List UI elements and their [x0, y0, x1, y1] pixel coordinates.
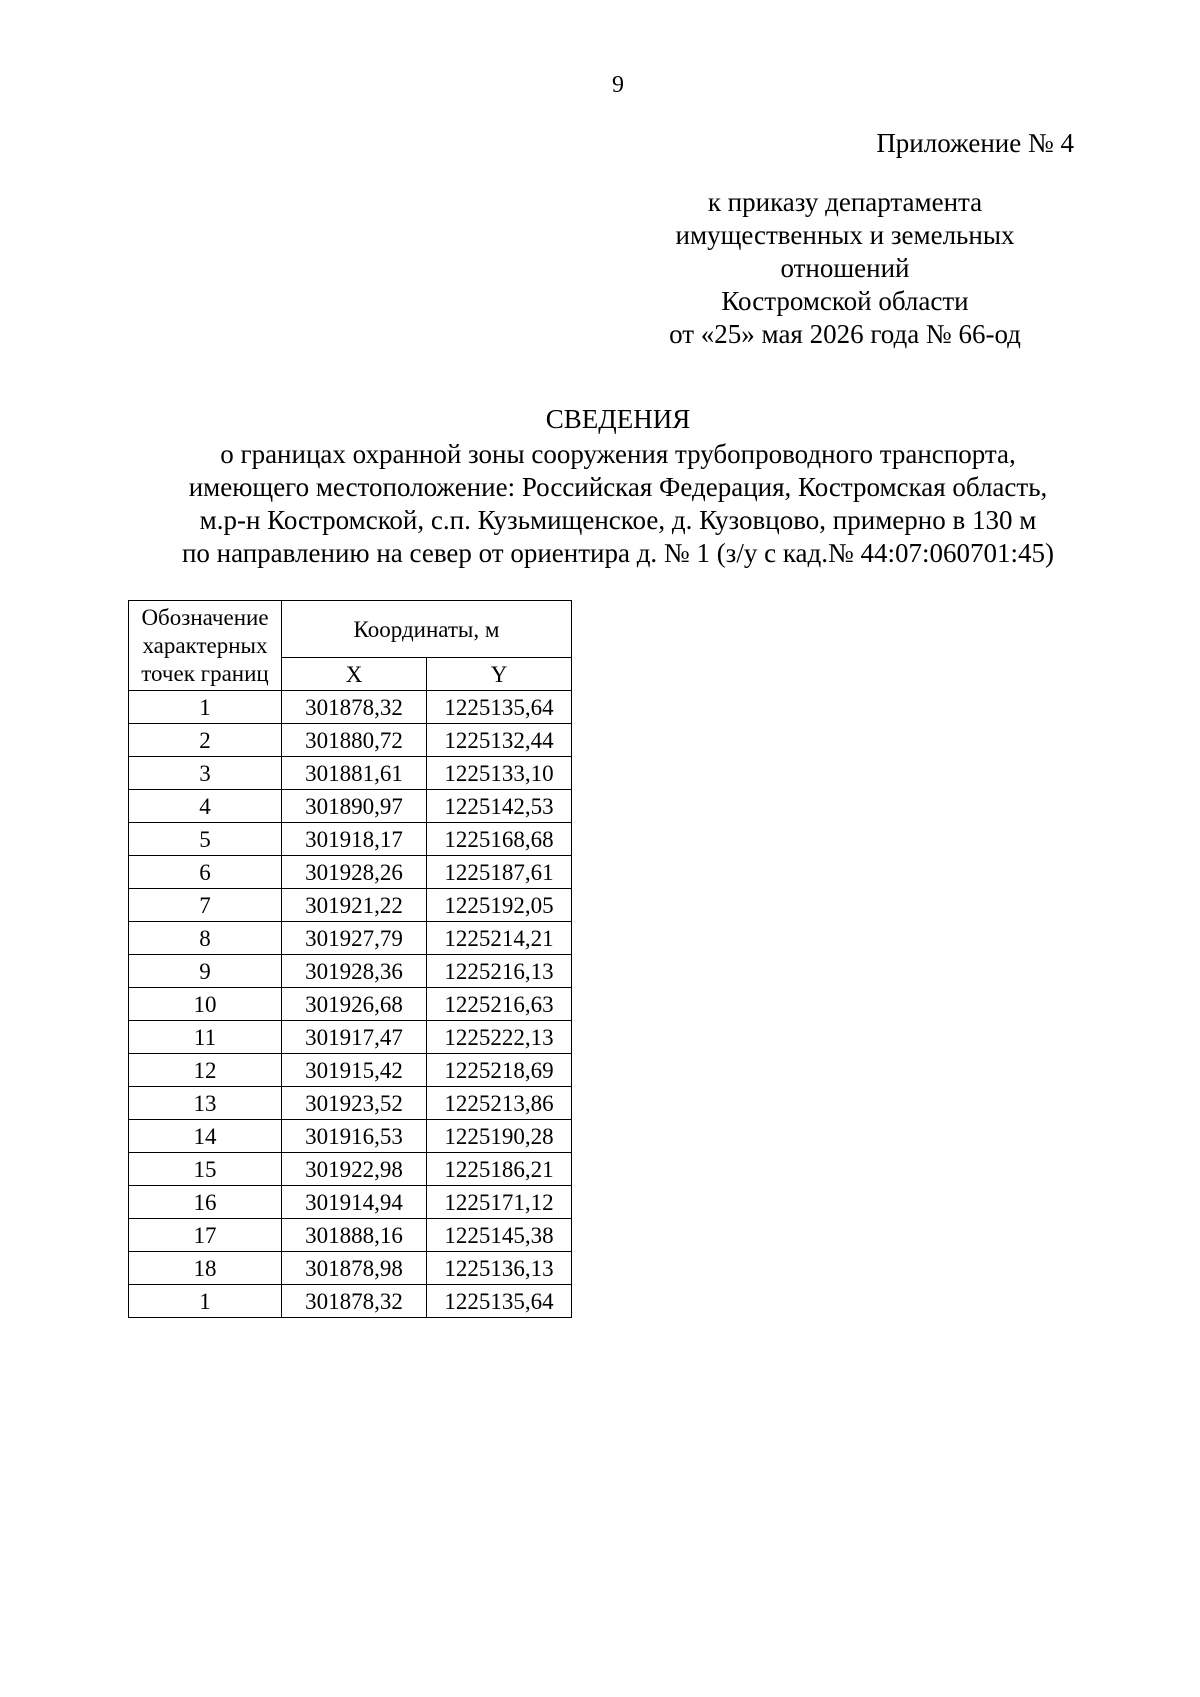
point-cell: 6 — [129, 856, 282, 889]
point-cell: 15 — [129, 1153, 282, 1186]
point-cell: 2 — [129, 724, 282, 757]
point-cell: 17 — [129, 1219, 282, 1252]
document-subtitle — [0, 438, 1200, 570]
table-row — [129, 823, 572, 856]
x-coordinate-cell: 301915,42 — [282, 1054, 427, 1087]
point-cell: 8 — [129, 922, 282, 955]
x-coordinate-cell: 301928,36 — [282, 955, 427, 988]
x-coordinate-cell: 301914,94 — [282, 1186, 427, 1219]
page-number: 9 — [612, 72, 624, 98]
point-cell: 11 — [129, 1021, 282, 1054]
x-coordinate-cell: 301926,68 — [282, 988, 427, 1021]
x-coordinate-cell: 301916,53 — [282, 1120, 427, 1153]
table-row — [129, 1054, 572, 1087]
point-cell: 14 — [129, 1120, 282, 1153]
point-cell: 3 — [129, 757, 282, 790]
table-row — [129, 889, 572, 922]
table-row — [129, 1219, 572, 1252]
order-reference — [600, 186, 1090, 351]
point-cell: 1 — [129, 691, 282, 724]
y-coordinate-cell: 1225213,86 — [427, 1087, 572, 1120]
x-coordinate-cell: 301922,98 — [282, 1153, 427, 1186]
table-row — [129, 1087, 572, 1120]
x-coordinate-cell: 301878,32 — [282, 1285, 427, 1318]
x-coordinate-cell: 301888,16 — [282, 1219, 427, 1252]
order-line: отношений — [780, 253, 910, 283]
subtitle-line: м.р-н Костромской, с.п. Кузьмищенское, д. Кузовцово, примерно в 130 м — [199, 505, 1037, 535]
x-coordinate-cell: 301917,47 — [282, 1021, 427, 1054]
order-line: имущественных и земельных — [675, 220, 1015, 250]
y-coordinate-cell: 1225186,21 — [427, 1153, 572, 1186]
y-coordinate-cell: 1225142,53 — [427, 790, 572, 823]
point-cell: 1 — [129, 1285, 282, 1318]
x-coordinate-cell: 301923,52 — [282, 1087, 427, 1120]
x-coordinate-cell: 301880,72 — [282, 724, 427, 757]
x-coordinate-cell: 301918,17 — [282, 823, 427, 856]
y-coordinate-cell: 1225132,44 — [427, 724, 572, 757]
y-coordinate-cell: 1225216,13 — [427, 955, 572, 988]
point-cell: 5 — [129, 823, 282, 856]
table-row — [129, 1153, 572, 1186]
x-coordinate-cell: 301928,26 — [282, 856, 427, 889]
y-coordinate-cell: 1225171,12 — [427, 1186, 572, 1219]
point-cell: 7 — [129, 889, 282, 922]
table-row — [129, 790, 572, 823]
y-coordinate-cell: 1225133,10 — [427, 757, 572, 790]
point-cell: 16 — [129, 1186, 282, 1219]
document-title: СВЕДЕНИЯ — [545, 404, 691, 434]
y-coordinate-cell: 1225192,05 — [427, 889, 572, 922]
y-coordinate-cell: 1225190,28 — [427, 1120, 572, 1153]
x-coordinate-cell: 301878,98 — [282, 1252, 427, 1285]
y-column-header: Y — [427, 658, 572, 691]
table-row — [129, 955, 572, 988]
x-column-header: X — [282, 658, 427, 691]
coordinates-table — [128, 600, 572, 1318]
y-coordinate-cell: 1225214,21 — [427, 922, 572, 955]
table-row — [129, 988, 572, 1021]
point-cell: 18 — [129, 1252, 282, 1285]
order-line: Костромской области — [721, 286, 969, 316]
subtitle-line: о границах охранной зоны сооружения трубопроводного транспорта, — [220, 439, 1016, 469]
table-row — [129, 1186, 572, 1219]
appendix-title: Приложение № 4 — [876, 128, 1074, 158]
table-row — [129, 691, 572, 724]
point-column-header: Обозначение характерных точек границ — [129, 601, 282, 691]
point-cell: 13 — [129, 1087, 282, 1120]
table-row — [129, 1021, 572, 1054]
table-row — [129, 922, 572, 955]
point-cell: 12 — [129, 1054, 282, 1087]
subtitle-line: по направлению на север от ориентира д. № 1 (з/у с кад.№ 44:07:060701:45) — [181, 538, 1055, 568]
x-coordinate-cell: 301890,97 — [282, 790, 427, 823]
table-row — [129, 1285, 572, 1318]
x-coordinate-cell: 301927,79 — [282, 922, 427, 955]
y-coordinate-cell: 1225135,64 — [427, 691, 572, 724]
subtitle-line: имеющего местоположение: Российская Федерация, Костромская область, — [188, 472, 1048, 502]
y-coordinate-cell: 1225168,68 — [427, 823, 572, 856]
y-coordinate-cell: 1225187,61 — [427, 856, 572, 889]
x-coordinate-cell: 301878,32 — [282, 691, 427, 724]
table-row — [129, 1120, 572, 1153]
y-coordinate-cell: 1225216,63 — [427, 988, 572, 1021]
x-coordinate-cell: 301921,22 — [282, 889, 427, 922]
order-line: от «25» мая 2026 года № 66-од — [669, 319, 1021, 349]
table-row — [129, 856, 572, 889]
table-row — [129, 724, 572, 757]
y-coordinate-cell: 1225218,69 — [427, 1054, 572, 1087]
y-coordinate-cell: 1225145,38 — [427, 1219, 572, 1252]
y-coordinate-cell: 1225222,13 — [427, 1021, 572, 1054]
point-cell: 9 — [129, 955, 282, 988]
table-row — [129, 757, 572, 790]
point-cell: 4 — [129, 790, 282, 823]
coordinates-header: Координаты, м — [282, 601, 572, 658]
y-coordinate-cell: 1225135,64 — [427, 1285, 572, 1318]
coordinates-table-body — [129, 691, 572, 1318]
y-coordinate-cell: 1225136,13 — [427, 1252, 572, 1285]
point-cell: 10 — [129, 988, 282, 1021]
order-line: к приказу департамента — [707, 187, 983, 217]
x-coordinate-cell: 301881,61 — [282, 757, 427, 790]
table-row — [129, 1252, 572, 1285]
